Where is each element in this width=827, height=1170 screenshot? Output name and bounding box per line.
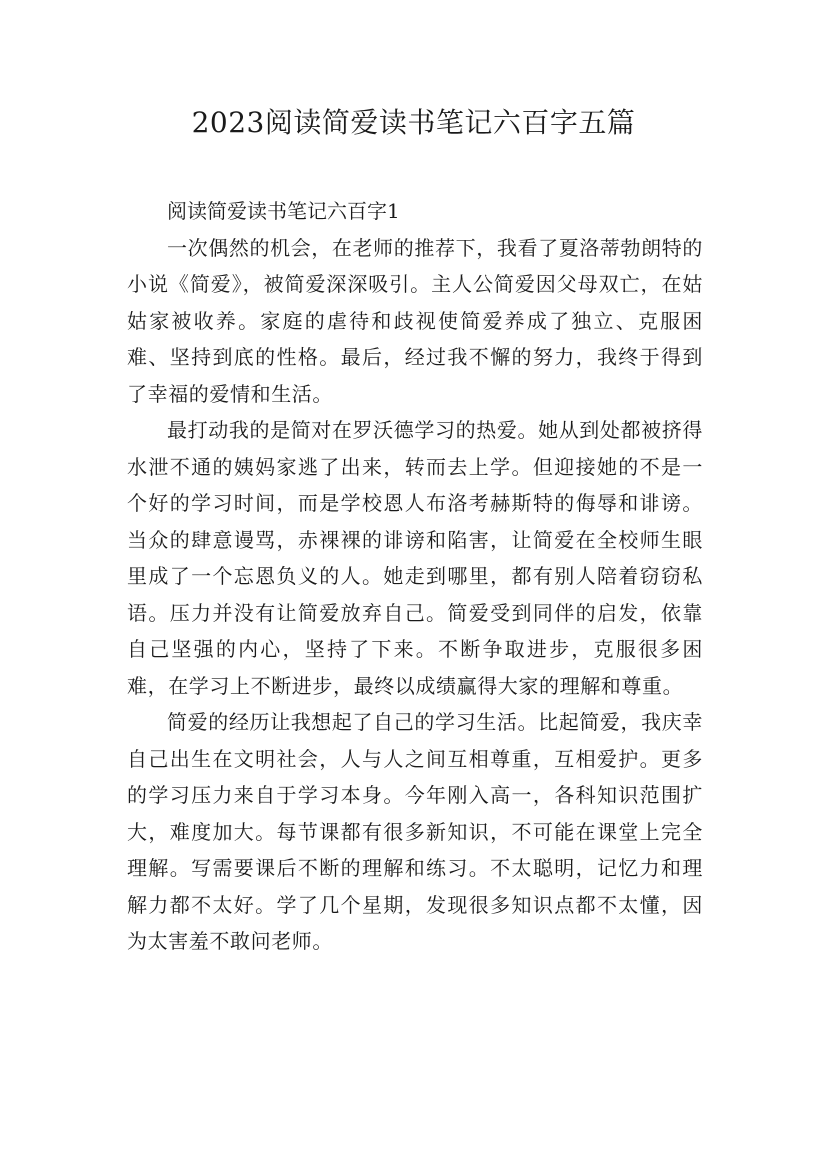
document-title: 2023阅读简爱读书笔记六百字五篇 (191, 106, 636, 139)
document-body (127, 193, 703, 960)
paragraph-2: 最打动我的是简对在罗沃德学习的热爱。她从到处都被挤得水泄不通的姨妈家逃了出来，转而去上学。但迎接她的不是一个好的学习时间，而是学校恩人布洛考赫斯特的侮辱和诽谤。当众的肆意谩骂，赤裸裸的诽谤和陷害，让简爱在全校师生眼里成了一个忘恩负义的人。她走到哪里，都有别人陪着窃窃私语。压力并没有让简爱放弃自己。简爱受到同伴的启发，依靠自己坚强的内心，坚持了下来。不断争取进步，克服很多困难，在学习上不断进步，最终以成绩赢得大家的理解和尊重。 (127, 418, 703, 698)
paragraph-3: 简爱的经历让我想起了自己的学习生活。比起简爱，我庆幸自己出生在文明社会，人与人之间互相尊重，互相爱护。更多的学习压力来自于学习本身。今年刚入高一，各科知识范围扩大，难度加大。每节课都有很多新知识，不可能在课堂上完全理解。写需要课后不断的理解和练习。不太聪明，记忆力和理解力都不太好。学了几个星期，发现很多知识点都不太懂，因为太害羞不敢问老师。 (127, 710, 703, 953)
section-heading: 阅读简爱读书笔记六百字1 (167, 199, 400, 223)
paragraph-1: 一次偶然的机会，在老师的推荐下，我看了夏洛蒂勃朗特的小说《简爱》，被简爱深深吸引。主人公简爱因父母双亡，在姑姑家被收养。家庭的虐待和歧视使简爱养成了独立、克服困难、坚持到底的性格。最后，经过我不懈的努力，我终于得到了幸福的爱情和生活。 (127, 235, 703, 406)
